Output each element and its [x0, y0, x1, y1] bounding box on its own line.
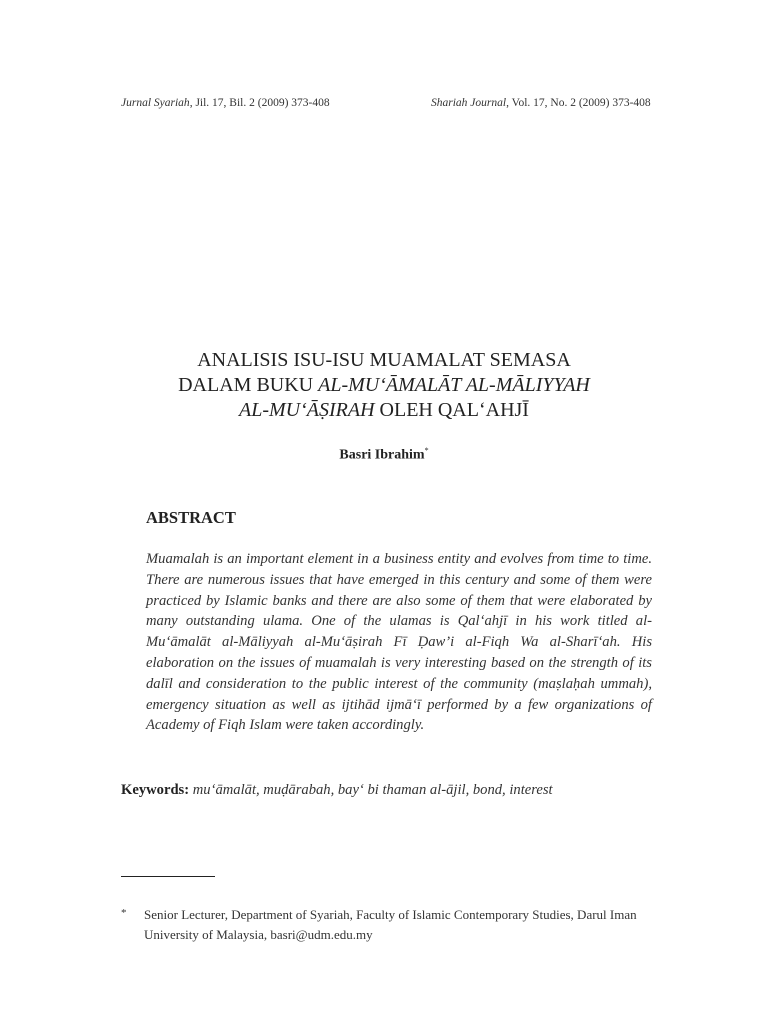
abstract-heading: ABSTRACT	[146, 508, 236, 527]
keywords-label: Keywords:	[121, 782, 190, 798]
author-name: Basri Ibrahim	[339, 447, 425, 463]
journal-name-english: Shariah Journal	[431, 97, 507, 109]
title-line-3-italic: AL-MU‘ĀṢIRAH	[239, 399, 375, 421]
title-line-2-italic: AL-MU‘ĀMALĀT AL-MĀLIYYAH	[318, 374, 590, 396]
footnote-text: Senior Lecturer, Department of Syariah, Faculty of Islamic Contemporary Studies, Darul Iman University of Malaysia, basri@udm.edu.my	[144, 907, 637, 942]
title-line-2	[100, 373, 668, 398]
title-line-3-plain: OLEH QAL‘AHJĪ	[374, 399, 529, 421]
author-footnote-mark: *	[424, 446, 429, 455]
title-line-3	[100, 398, 668, 423]
running-header-malay	[121, 97, 330, 109]
title-line-2-plain: DALAM BUKU	[178, 374, 319, 396]
volume-info-malay: , Jil. 17, Bil. 2 (2009) 373-408	[189, 97, 330, 109]
footnote	[121, 905, 681, 945]
footnote-mark: *	[121, 907, 127, 919]
running-header-english	[431, 97, 651, 109]
keywords	[121, 780, 646, 801]
volume-info-english: , Vol. 17, No. 2 (2009) 373-408	[506, 97, 651, 109]
journal-name-malay: Jurnal Syariah	[121, 97, 190, 109]
author	[100, 446, 668, 464]
title-line-1: ANALISIS ISU-ISU MUAMALAT SEMASA	[197, 349, 571, 371]
abstract-body: Muamalah is an important element in a business entity and evolves from time to time. There are numerous issues that have emerged in this century and some of them were practiced by Islamic banks and there are also some of them that were elaborated by many outstanding ulama. One of the ulamas is Qal‘ahjī in his work titled al-Mu‘āmalāt al-Māliyyah al-Mu‘āṣirah Fī Ḍaw’i al-Fiqh Wa al-Sharī‘ah. His elaboration on the issues of muamalah is very interesting based on the strength of its dalīl and consideration to the public interest of the community (maṣlaḥah ummah), emergency situation as well as ijtihād ijmā‘ī performed by a few organizations of Academy of Fiqh Islam were taken accordingly.	[146, 551, 652, 734]
keywords-list: mu‘āmalāt, muḍārabah, bay‘ bi thaman al-ājil, bond, interest	[189, 782, 553, 798]
footnote-divider	[121, 876, 215, 877]
paper-title	[100, 348, 668, 423]
